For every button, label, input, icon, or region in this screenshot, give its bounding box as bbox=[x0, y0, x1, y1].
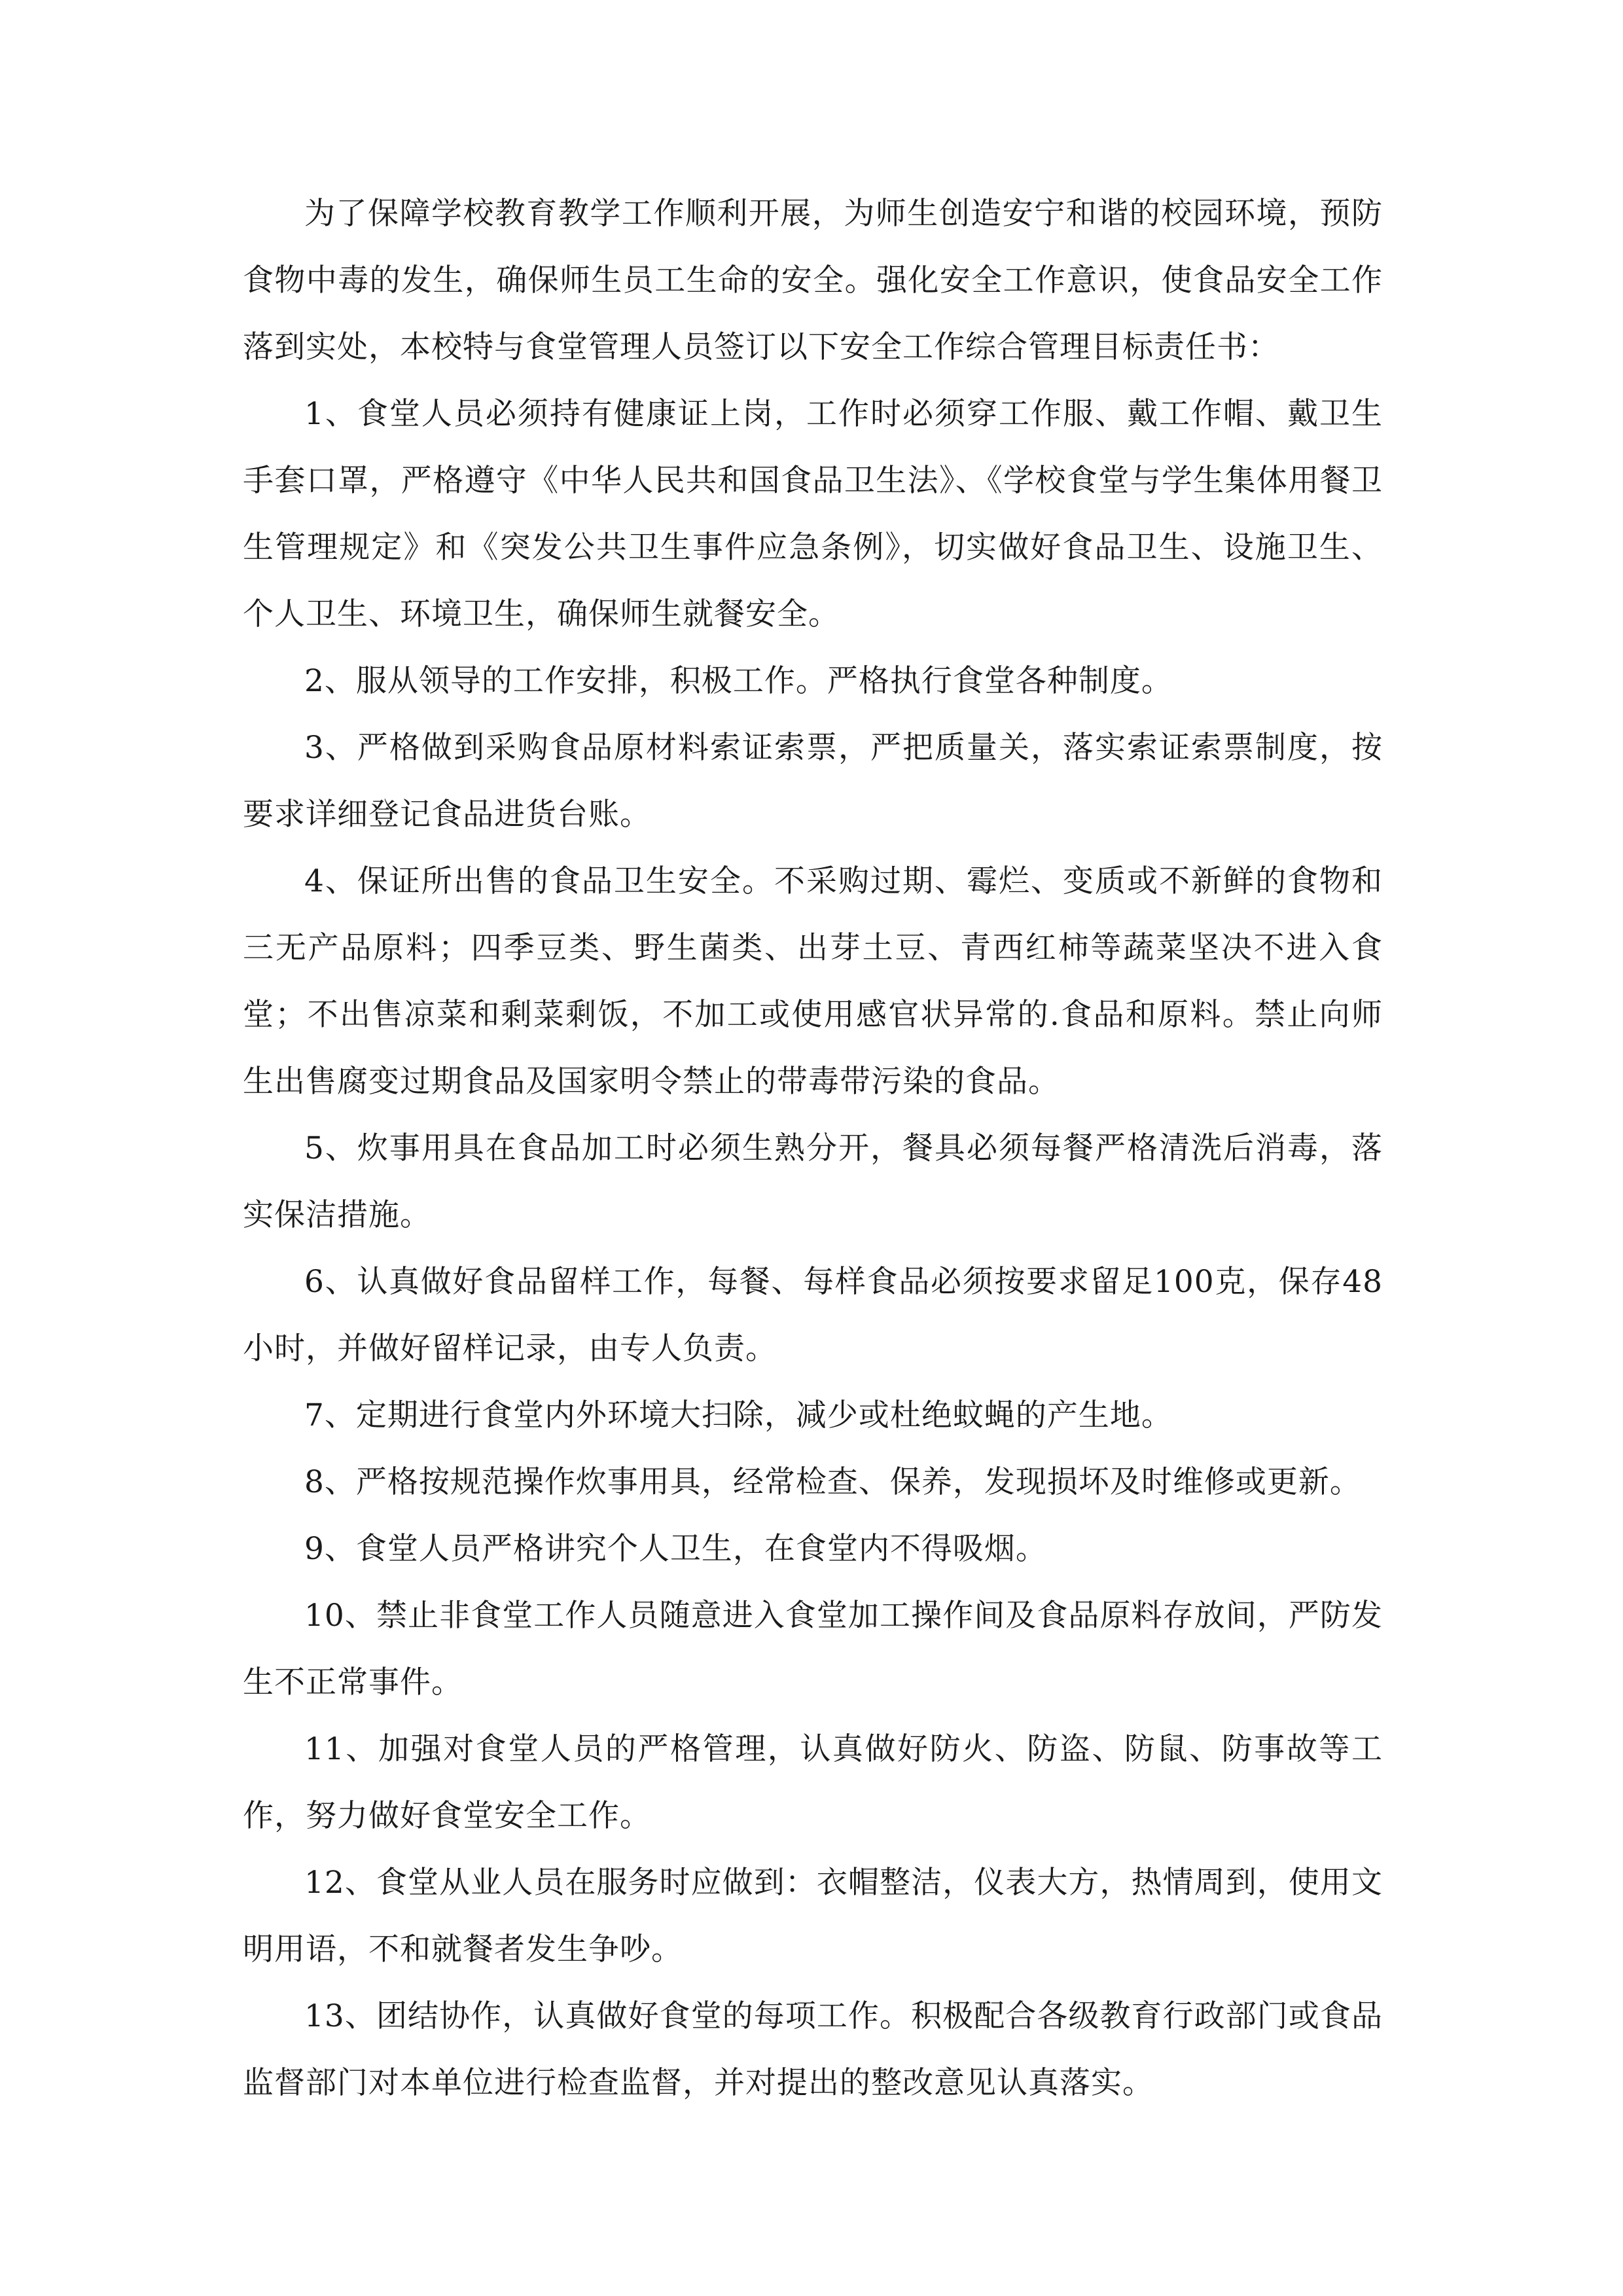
clause-4: 4、保证所出售的食品卫生安全。不采购过期、霉烂、变质或不新鲜的食物和三无产品原料；四季豆类、野生菌类、出芽土豆、青西红柿等蔬菜坚决不进入食堂；不出售凉菜和剩菜剩饭，不加工或使用感官状异常的.食品和原料。禁止向师生出售腐变过期食品及国家明令禁止的带毒带污染的食品。 bbox=[243, 863, 1383, 1100]
clause-1: 1、食堂人员必须持有健康证上岗，工作时必须穿工作服、戴工作帽、戴卫生手套口罩，严格遵守《中华人民共和国食品卫生法》、《学校食堂与学生集体用餐卫生管理规定》和《突发公共卫生事件应急条例》，切实做好食品卫生、设施卫生、个人卫生、环境卫生，确保师生就餐安全。 bbox=[243, 396, 1383, 632]
clause-9: 9、食堂人员严格讲究个人卫生，在食堂内不得吸烟。 bbox=[304, 1531, 1047, 1567]
clause-6: 6、认真做好食品留样工作，每餐、每样食品必须按要求留足100克，保存48小时，并做好留样记录，由专人负责。 bbox=[243, 1264, 1383, 1367]
clause-2: 2、服从领导的工作安排，积极工作。严格执行食堂各种制度。 bbox=[304, 663, 1173, 699]
clause-10: 10、禁止非食堂工作人员随意进入食堂加工操作间及食品原料存放间，严防发生不正常事件。 bbox=[243, 1598, 1383, 1700]
clause-11: 11、加强对食堂人员的严格管理，认真做好防火、防盗、防鼠、防事故等工作，努力做好食堂安全工作。 bbox=[243, 1731, 1383, 1834]
clause-8: 8、严格按规范操作炊事用具，经常检查、保养，发现损坏及时维修或更新。 bbox=[304, 1464, 1361, 1500]
intro-paragraph: 为了保障学校教育教学工作顺利开展，为师生创造安宁和谐的校园环境，预防食物中毒的发生，确保师生员工生命的安全。强化安全工作意识，使食品安全工作落到实处，本校特与食堂管理人员签订以下安全工作综合管理目标责任书： bbox=[243, 196, 1383, 365]
clause-13: 13、团结协作，认真做好食堂的每项工作。积极配合各级教育行政部门或食品监督部门对本单位进行检查监督，并对提出的整改意见认真落实。 bbox=[243, 1998, 1383, 2101]
clause-7: 7、定期进行食堂内外环境大扫除，减少或杜绝蚊蝇的产生地。 bbox=[304, 1397, 1173, 1433]
clause-12: 12、食堂从业人员在服务时应做到：衣帽整洁，仪表大方，热情周到，使用文明用语，不和就餐者发生争吵。 bbox=[243, 1865, 1383, 1967]
clause-5: 5、炊事用具在食品加工时必须生熟分开，餐具必须每餐严格清洗后消毒，落实保洁措施。 bbox=[243, 1130, 1383, 1233]
clause-3: 3、严格做到采购食品原材料索证索票，严把质量关，落实索证索票制度，按要求详细登记食品进货台账。 bbox=[243, 730, 1383, 833]
document-body bbox=[243, 181, 1383, 2117]
